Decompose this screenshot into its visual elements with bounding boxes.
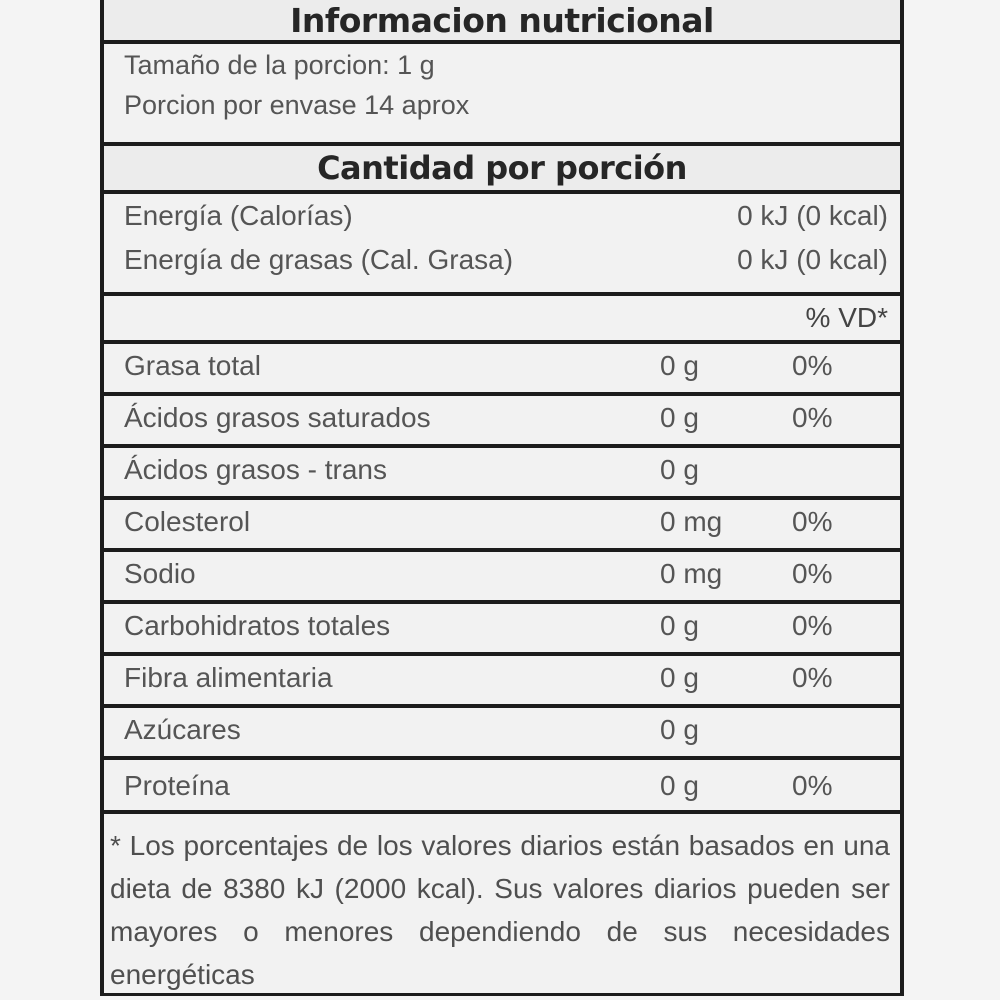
nutrient-daily-value: 0%: [792, 402, 833, 433]
nutrient-amount: 0 mg: [660, 558, 723, 589]
energy-calories-value: 0 kJ (0 kcal): [737, 200, 888, 231]
energy-section: [104, 194, 900, 292]
nutrient-amount: 0 g: [660, 350, 699, 381]
energy-fat-value: 0 kJ (0 kcal): [737, 244, 888, 275]
nutrient-daily-value: 0%: [792, 662, 833, 693]
serving-info: [104, 44, 900, 142]
amount-per-serving-heading: Cantidad por porción: [317, 149, 687, 187]
amount-header-row: [104, 142, 900, 194]
nutrient-row: [104, 652, 900, 704]
nutrient-name: Ácidos grasos - trans: [124, 454, 387, 485]
nutrient-name: Azúcares: [124, 714, 241, 745]
nutrition-label: [100, 0, 904, 996]
nutrient-name: Colesterol: [124, 506, 251, 537]
nutrient-daily-value: 0%: [792, 506, 833, 537]
nutrient-row: [104, 756, 900, 810]
nutrient-row: [104, 444, 900, 496]
nutrient-daily-value: 0%: [792, 770, 833, 801]
nutrient-amount: 0 g: [660, 402, 699, 433]
title-row: [104, 0, 900, 44]
nutrient-amount: 0 g: [660, 714, 699, 745]
servings-per-container: Porcion por envase 14 aprox: [124, 90, 470, 120]
nutrient-row: [104, 496, 900, 548]
nutrient-name: Sodio: [124, 558, 196, 589]
nutrient-name: Proteína: [124, 770, 230, 801]
nutrient-name: Grasa total: [124, 350, 261, 381]
label-title: Informacion nutricional: [290, 0, 714, 40]
nutrient-name: Fibra alimentaria: [124, 662, 333, 693]
nutrient-daily-value: 0%: [792, 350, 833, 381]
energy-fat-label: Energía de grasas (Cal. Grasa): [124, 244, 514, 275]
daily-value-header-row: [104, 292, 900, 340]
nutrient-amount: 0 g: [660, 770, 699, 801]
nutrient-daily-value: 0%: [792, 558, 833, 589]
nutrient-amount: 0 g: [660, 610, 699, 641]
footnote-section: [104, 810, 900, 993]
nutrient-amount: 0 mg: [660, 506, 723, 537]
nutrient-row: [104, 340, 900, 392]
nutrient-amount: 0 g: [660, 662, 699, 693]
daily-value-heading: % VD*: [805, 302, 888, 333]
nutrient-amount: 0 g: [660, 454, 699, 485]
energy-calories-label: Energía (Calorías): [124, 200, 353, 231]
nutrient-row: [104, 548, 900, 600]
nutrient-row: [104, 704, 900, 756]
nutrient-row: [104, 392, 900, 444]
footnote-text: * Los porcentajes de los valores diarios están basados en una dieta de 8380 kJ (2000 kcal). Sus valores diarios pueden ser mayores o menores dependiendo de sus necesidades energéticas: [110, 830, 890, 990]
serving-size: Tamaño de la porcion: 1 g: [124, 50, 435, 80]
nutrient-name: Ácidos grasos saturados: [124, 402, 431, 433]
nutrient-name: Carbohidratos totales: [124, 610, 391, 641]
nutrient-daily-value: 0%: [792, 610, 833, 641]
nutrient-row: [104, 600, 900, 652]
